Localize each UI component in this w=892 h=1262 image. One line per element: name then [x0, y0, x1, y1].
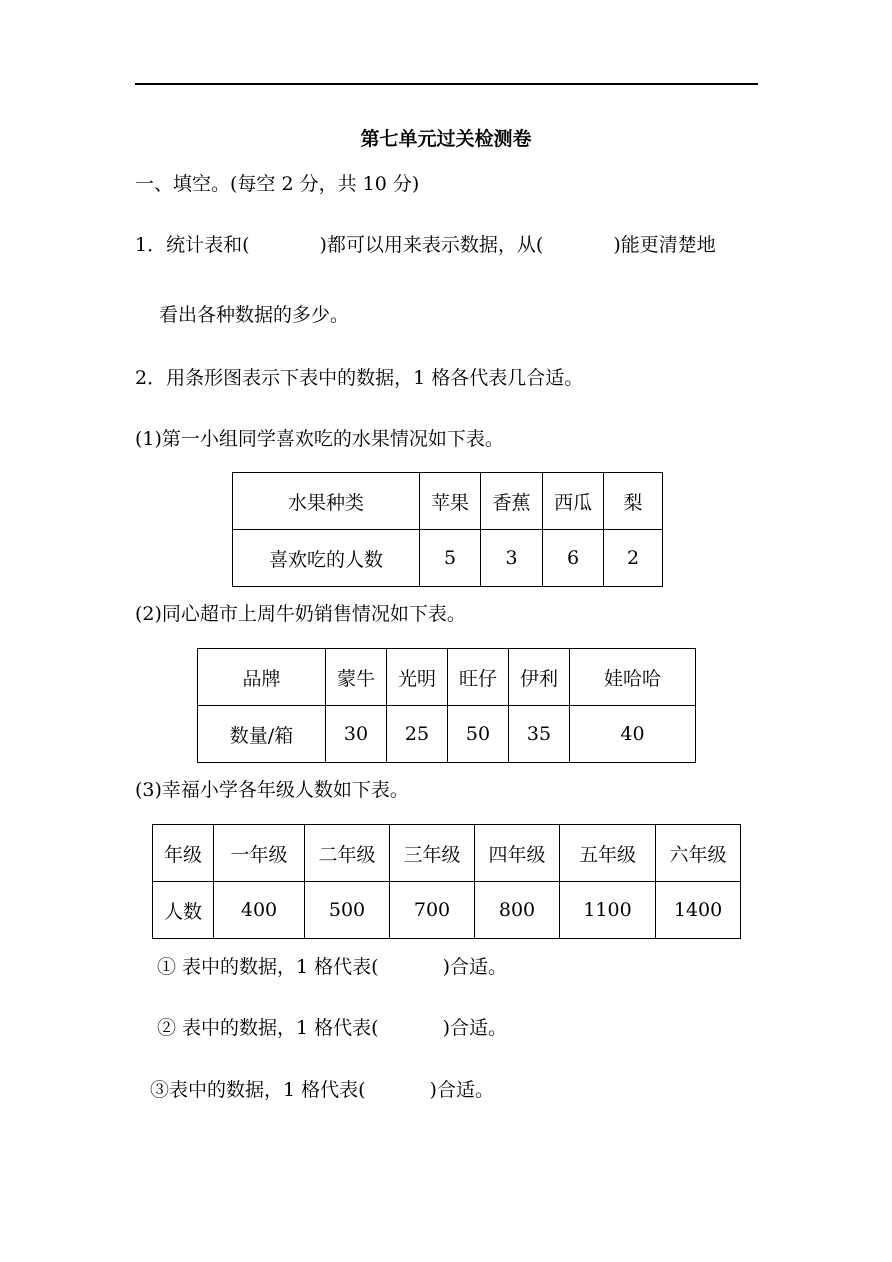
- table-cell: 700: [390, 882, 475, 939]
- q1-text-c: )能更清楚地: [613, 234, 716, 256]
- table-cell: 35: [509, 706, 570, 763]
- answer-line-3: [150, 1078, 494, 1102]
- table-cell: 人数: [153, 882, 214, 939]
- table-cell: 500: [305, 882, 390, 939]
- table-cell: 四年级: [475, 825, 560, 882]
- table-cell: 5: [420, 530, 481, 587]
- table-cell: 品牌: [198, 649, 326, 706]
- part-1-caption: (1)第一小组同学喜欢吃的水果情况如下表。: [135, 428, 504, 450]
- table-cell: 50: [448, 706, 509, 763]
- table-cell: 伊利: [509, 649, 570, 706]
- table-row: [233, 530, 663, 587]
- table-cell: 梨: [604, 473, 663, 530]
- table-row: [153, 882, 741, 939]
- question-1-line-1: [135, 233, 716, 257]
- fruit-table: [232, 472, 663, 587]
- answer-text-b: )合适。: [442, 956, 508, 978]
- table-cell: 1400: [656, 882, 741, 939]
- table-cell: 25: [387, 706, 448, 763]
- section-heading: 一、填空。(每空 2 分，共 10 分): [135, 173, 420, 195]
- top-rule: [135, 83, 758, 85]
- part-3-caption: (3)幸福小学各年级人数如下表。: [135, 779, 409, 801]
- question-1-line-2: 看出各种数据的多少。: [159, 304, 350, 326]
- table-cell: 光明: [387, 649, 448, 706]
- table-cell: 3: [481, 530, 543, 587]
- table-cell: 数量/箱: [198, 706, 326, 763]
- table-cell: 2: [604, 530, 663, 587]
- table-cell: 蒙牛: [326, 649, 387, 706]
- table-cell: 年级: [153, 825, 214, 882]
- table-cell: 二年级: [305, 825, 390, 882]
- table-row: [198, 649, 696, 706]
- table-cell: 三年级: [390, 825, 475, 882]
- question-2: 2．用条形图表示下表中的数据，1 格各代表几合适。: [135, 367, 584, 389]
- table-cell: 西瓜: [543, 473, 604, 530]
- answer-text-a: ③表中的数据，1 格代表(: [150, 1079, 366, 1101]
- table-cell: 1100: [560, 882, 656, 939]
- table-cell: 喜欢吃的人数: [233, 530, 420, 587]
- table-cell: 400: [214, 882, 305, 939]
- table-cell: 6: [543, 530, 604, 587]
- answer-text-a: ② 表中的数据，1 格代表(: [157, 1017, 379, 1039]
- answer-text-b: )合适。: [442, 1017, 508, 1039]
- table-cell: 五年级: [560, 825, 656, 882]
- milk-table: [197, 648, 696, 763]
- answer-line-2: [157, 1016, 507, 1040]
- table-cell: 香蕉: [481, 473, 543, 530]
- answer-line-1: [157, 955, 507, 979]
- table-cell: 水果种类: [233, 473, 420, 530]
- table-row: [153, 825, 741, 882]
- table-cell: 六年级: [656, 825, 741, 882]
- table-cell: 800: [475, 882, 560, 939]
- table-cell: 旺仔: [448, 649, 509, 706]
- table-cell: 30: [326, 706, 387, 763]
- table-cell: 苹果: [420, 473, 481, 530]
- part-2-caption: (2)同心超市上周牛奶销售情况如下表。: [135, 603, 466, 625]
- page-title: 第七单元过关检测卷: [360, 128, 532, 150]
- table-cell: 一年级: [214, 825, 305, 882]
- q1-text-a: 1．统计表和(: [135, 234, 250, 256]
- table-row: [198, 706, 696, 763]
- grade-table: [152, 824, 741, 939]
- q1-text-b: )都可以用来表示数据，从(: [319, 234, 544, 256]
- answer-text-b: )合适。: [429, 1079, 494, 1101]
- table-cell: 娃哈哈: [570, 649, 696, 706]
- answer-text-a: ① 表中的数据，1 格代表(: [157, 956, 379, 978]
- table-row: [233, 473, 663, 530]
- table-cell: 40: [570, 706, 696, 763]
